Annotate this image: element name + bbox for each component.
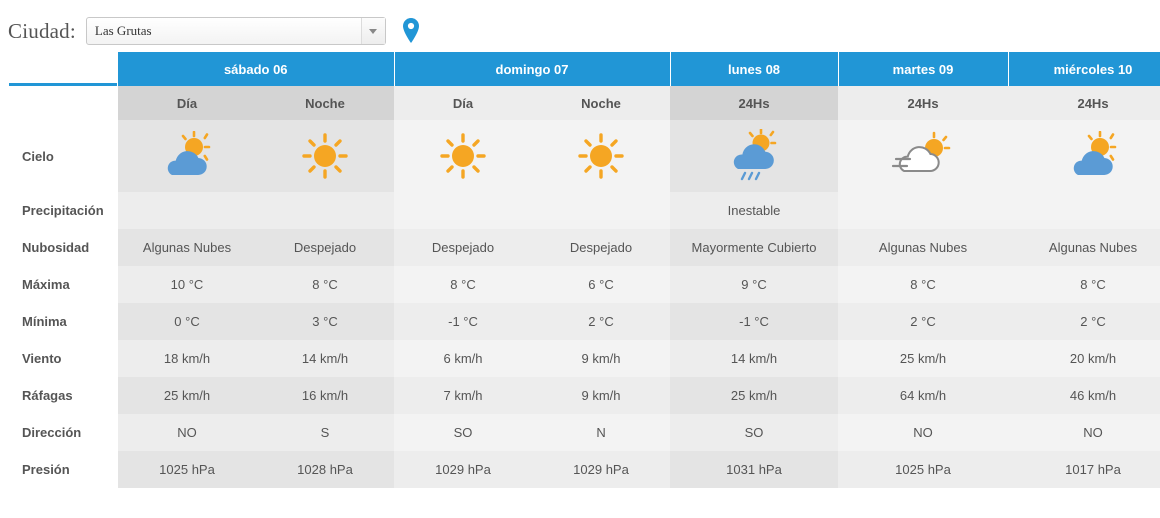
day-header-3: martes 09 — [838, 52, 1008, 86]
row-maxima — [8, 266, 1160, 303]
precipitacion-2 — [394, 192, 532, 229]
minima-4: -1 °C — [670, 303, 838, 340]
presion-1: 1028 hPa — [256, 451, 394, 488]
sun-behind-cloud-icon — [1009, 131, 1160, 181]
nubosidad-6: Algunas Nubes — [1008, 229, 1160, 266]
viento-4: 14 km/h — [670, 340, 838, 377]
sky-cell-0 — [118, 120, 256, 192]
row-viento — [8, 340, 1160, 377]
row-label-minima: Mínima — [8, 303, 118, 340]
rafagas-6: 46 km/h — [1008, 377, 1160, 414]
day-header-row — [8, 52, 1160, 86]
maxima-1: 8 °C — [256, 266, 394, 303]
sky-cell-1 — [256, 120, 394, 192]
minima-3: 2 °C — [532, 303, 670, 340]
sky-cell-6 — [1008, 120, 1160, 192]
direccion-6: NO — [1008, 414, 1160, 451]
row-label-nubosidad: Nubosidad — [8, 229, 118, 266]
presion-6: 1017 hPa — [1008, 451, 1160, 488]
viento-3: 9 km/h — [532, 340, 670, 377]
viento-0: 18 km/h — [118, 340, 256, 377]
maxima-5: 8 °C — [838, 266, 1008, 303]
period-row — [8, 86, 1160, 120]
direccion-0: NO — [118, 414, 256, 451]
chevron-down-icon[interactable] — [361, 18, 385, 44]
period-2: Día — [394, 86, 532, 120]
city-label: Ciudad: — [8, 18, 76, 43]
row-rafagas — [8, 377, 1160, 414]
maxima-2: 8 °C — [394, 266, 532, 303]
sun-behind-fog-cloud-icon — [839, 131, 1007, 181]
row-label-viento: Viento — [8, 340, 118, 377]
period-1: Noche — [256, 86, 394, 120]
city-select[interactable] — [86, 17, 386, 45]
sky-cell-5 — [838, 120, 1008, 192]
rafagas-0: 25 km/h — [118, 377, 256, 414]
period-3: Noche — [532, 86, 670, 120]
precipitacion-0 — [118, 192, 256, 229]
nubosidad-3: Despejado — [532, 229, 670, 266]
direccion-2: SO — [394, 414, 532, 451]
rafagas-2: 7 km/h — [394, 377, 532, 414]
precipitacion-5 — [838, 192, 1008, 229]
sun-icon — [533, 131, 669, 181]
direccion-1: S — [256, 414, 394, 451]
day-header-1: domingo 07 — [394, 52, 670, 86]
sun-icon — [395, 131, 531, 181]
day-header-0: sábado 06 — [118, 52, 394, 86]
direccion-5: NO — [838, 414, 1008, 451]
direccion-3: N — [532, 414, 670, 451]
row-label-presion: Presión — [8, 451, 118, 488]
row-label-precipitacion: Precipitación — [8, 192, 118, 229]
nubosidad-5: Algunas Nubes — [838, 229, 1008, 266]
sun-icon — [257, 131, 393, 181]
maxima-4: 9 °C — [670, 266, 838, 303]
minima-2: -1 °C — [394, 303, 532, 340]
period-0: Día — [118, 86, 256, 120]
day-header-4: miércoles 10 — [1008, 52, 1160, 86]
city-select-value: Las Grutas — [94, 23, 152, 38]
rafagas-5: 64 km/h — [838, 377, 1008, 414]
presion-5: 1025 hPa — [838, 451, 1008, 488]
rafagas-1: 16 km/h — [256, 377, 394, 414]
minima-5: 2 °C — [838, 303, 1008, 340]
sky-cell-3 — [532, 120, 670, 192]
minima-1: 3 °C — [256, 303, 394, 340]
row-cielo — [8, 120, 1160, 192]
forecast-table — [8, 52, 1160, 488]
direccion-4: SO — [670, 414, 838, 451]
presion-2: 1029 hPa — [394, 451, 532, 488]
period-6: 24Hs — [1008, 86, 1160, 120]
nubosidad-2: Despejado — [394, 229, 532, 266]
sun-behind-rain-cloud-icon — [671, 129, 837, 183]
nubosidad-1: Despejado — [256, 229, 394, 266]
period-row-label — [8, 86, 118, 120]
nubosidad-0: Algunas Nubes — [118, 229, 256, 266]
row-precipitacion — [8, 192, 1160, 229]
city-select-wrapper[interactable] — [86, 17, 386, 45]
period-4: 24Hs — [670, 86, 838, 120]
viento-1: 14 km/h — [256, 340, 394, 377]
maxima-6: 8 °C — [1008, 266, 1160, 303]
sky-cell-2 — [394, 120, 532, 192]
row-minima — [8, 303, 1160, 340]
precipitacion-4: Inestable — [670, 192, 838, 229]
nubosidad-4: Mayormente Cubierto — [670, 229, 838, 266]
maxima-3: 6 °C — [532, 266, 670, 303]
sun-behind-cloud-icon — [119, 131, 255, 181]
precipitacion-3 — [532, 192, 670, 229]
row-label-maxima: Máxima — [8, 266, 118, 303]
period-5: 24Hs — [838, 86, 1008, 120]
presion-3: 1029 hPa — [532, 451, 670, 488]
presion-0: 1025 hPa — [118, 451, 256, 488]
forecast-table-wrapper — [0, 52, 1160, 488]
minima-0: 0 °C — [118, 303, 256, 340]
rafagas-3: 9 km/h — [532, 377, 670, 414]
row-direccion — [8, 414, 1160, 451]
rafagas-4: 25 km/h — [670, 377, 838, 414]
row-nubosidad — [8, 229, 1160, 266]
maxima-0: 10 °C — [118, 266, 256, 303]
map-pin-icon[interactable] — [400, 17, 422, 45]
minima-6: 2 °C — [1008, 303, 1160, 340]
row-presion — [8, 451, 1160, 488]
viento-5: 25 km/h — [838, 340, 1008, 377]
presion-4: 1031 hPa — [670, 451, 838, 488]
header-spacer — [8, 52, 118, 86]
city-selector-bar — [0, 0, 1160, 52]
row-label-direccion: Dirección — [8, 414, 118, 451]
precipitacion-1 — [256, 192, 394, 229]
sky-cell-4 — [670, 120, 838, 192]
day-header-2: lunes 08 — [670, 52, 838, 86]
viento-6: 20 km/h — [1008, 340, 1160, 377]
row-label-rafagas: Ráfagas — [8, 377, 118, 414]
row-label-cielo: Cielo — [8, 120, 118, 192]
viento-2: 6 km/h — [394, 340, 532, 377]
precipitacion-6 — [1008, 192, 1160, 229]
